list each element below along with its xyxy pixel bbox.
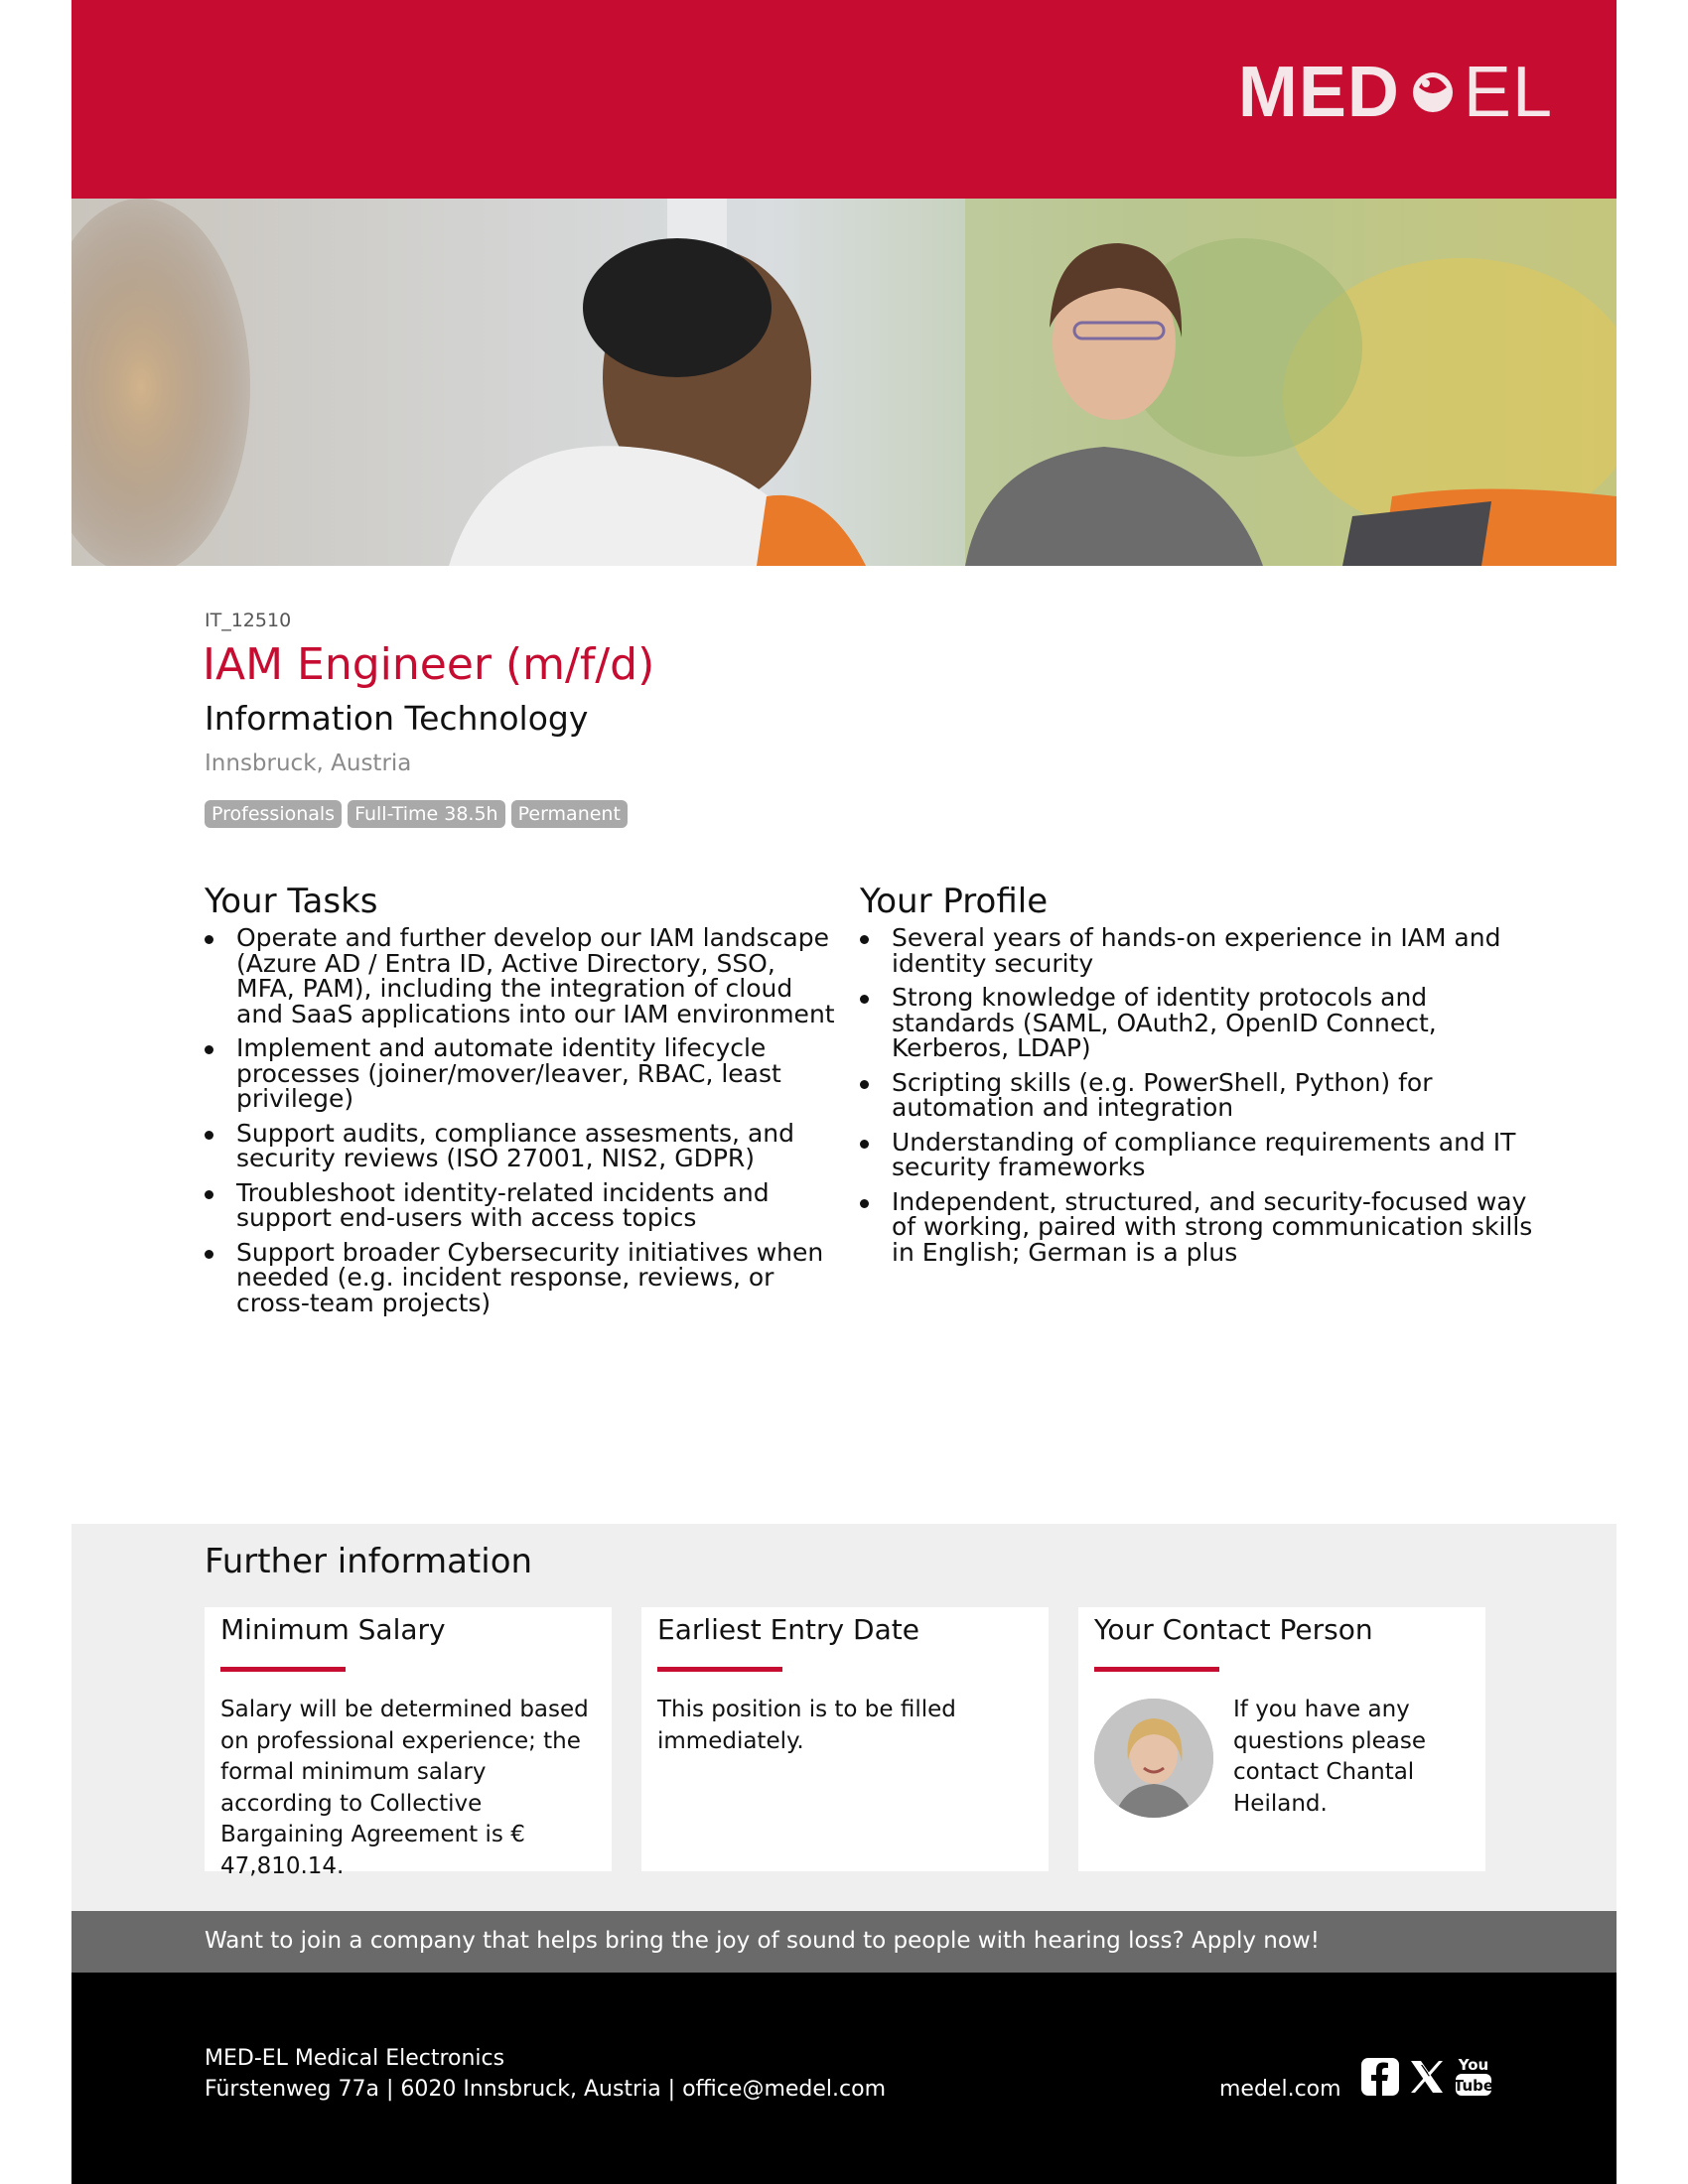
entry-date-title: Earliest Entry Date (657, 1613, 919, 1646)
bullet-icon (205, 1131, 213, 1140)
bullet-icon (860, 935, 869, 944)
bullet-icon (205, 935, 213, 944)
apply-banner (71, 1911, 1617, 1973)
tasks-heading: Your Tasks (205, 882, 378, 921)
company-address: Fürstenweg 77a | 6020 Innsbruck, Austria | office@medel.com (205, 2077, 886, 2102)
tag-hours: Full-Time 38.5h (348, 800, 505, 828)
company-name: MED-EL Medical Electronics (205, 2046, 505, 2071)
accent-rule (657, 1667, 782, 1672)
department: Information Technology (205, 699, 589, 738)
bullet-icon (205, 1250, 213, 1259)
bullet-icon (860, 1140, 869, 1149)
profile-section (860, 882, 1535, 1274)
logo-mark-icon (1410, 69, 1456, 115)
header-band (71, 0, 1617, 199)
list-item: Support audits, compliance assesments, and security reviews (ISO 27001, NIS2, GDPR) (205, 1121, 840, 1171)
list-item: Independent, structured, and security-focused way of working, paired with strong communication skills in English; German is a plus (860, 1189, 1535, 1266)
profile-list (860, 925, 1535, 1265)
job-posting-page (71, 0, 1617, 2184)
svg-text:Tube: Tube (1454, 2077, 1493, 2095)
list-item: Operate and further develop our IAM landscape (Azure AD / Entra ID, Active Directory, SSO, MFA, PAM), including the integration of cloud and SaaS applications into our IAM environment (205, 925, 840, 1026)
x-icon[interactable] (1408, 2058, 1446, 2100)
salary-card (205, 1607, 612, 1879)
list-item: Understanding of compliance requirements and IT security frameworks (860, 1130, 1535, 1180)
list-item: Implement and automate identity lifecycle processes (joiner/mover/leaver, RBAC, least privilege) (205, 1035, 840, 1112)
contact-text: If you have any questions please contact Chantal Heiland. (1233, 1697, 1427, 1817)
accent-rule (1094, 1667, 1219, 1672)
job-id: IT_12510 (205, 610, 292, 631)
contact-card (1078, 1607, 1485, 1871)
apply-text: Want to join a company that helps bring the joy of sound to people with hearing loss? Apply now! (205, 1928, 1320, 1954)
job-tags (205, 800, 628, 828)
salary-text: Salary will be determined based on professional experience; the formal minimum salary according to Collective Bargaining Agreement is € 47,810.14. (220, 1697, 589, 1879)
bullet-icon (205, 1045, 213, 1054)
list-item: Strong knowledge of identity protocols and standards (SAML, OAuth2, OpenID Connect, Kerberos, LDAP) (860, 985, 1535, 1061)
medel-logo: MED EL (1237, 53, 1553, 132)
list-item: Scripting skills (e.g. PowerShell, Python) for automation and integration (860, 1070, 1535, 1121)
facebook-icon[interactable] (1360, 2057, 1400, 2101)
bullet-icon (860, 1199, 869, 1208)
svg-text:You: You (1458, 2056, 1489, 2074)
tasks-list (205, 925, 840, 1315)
tasks-section (205, 882, 840, 1324)
bullet-icon (205, 1190, 213, 1199)
contact-avatar (1094, 1699, 1213, 1818)
location: Innsbruck, Austria (205, 751, 412, 776)
website-link[interactable]: medel.com (1219, 2077, 1341, 2102)
bullet-icon (860, 995, 869, 1004)
accent-rule (220, 1667, 346, 1672)
entry-date-card (641, 1607, 1049, 1871)
footer (71, 1973, 1617, 2184)
tag-contract: Permanent (511, 800, 628, 828)
list-item: Several years of hands-on experience in IAM and identity security (860, 925, 1535, 976)
list-item: Support broader Cybersecurity initiatives when needed (e.g. incident response, reviews, or cross-team projects) (205, 1240, 840, 1316)
salary-title: Minimum Salary (220, 1613, 446, 1646)
bullet-icon (860, 1080, 869, 1089)
profile-heading: Your Profile (860, 882, 1049, 921)
tag-level: Professionals (205, 800, 342, 828)
entry-date-text: This position is to be filled immediately. (657, 1697, 956, 1754)
further-information-section (71, 1524, 1617, 1911)
contact-title: Your Contact Person (1094, 1613, 1373, 1646)
youtube-icon[interactable] (1454, 2054, 1493, 2104)
team-photo (71, 199, 1617, 566)
job-title: IAM Engineer (m/f/d) (203, 639, 655, 690)
further-heading: Further information (205, 1542, 533, 1581)
list-item: Troubleshoot identity-related incidents and support end-users with access topics (205, 1180, 840, 1231)
social-links (1360, 2054, 1493, 2104)
